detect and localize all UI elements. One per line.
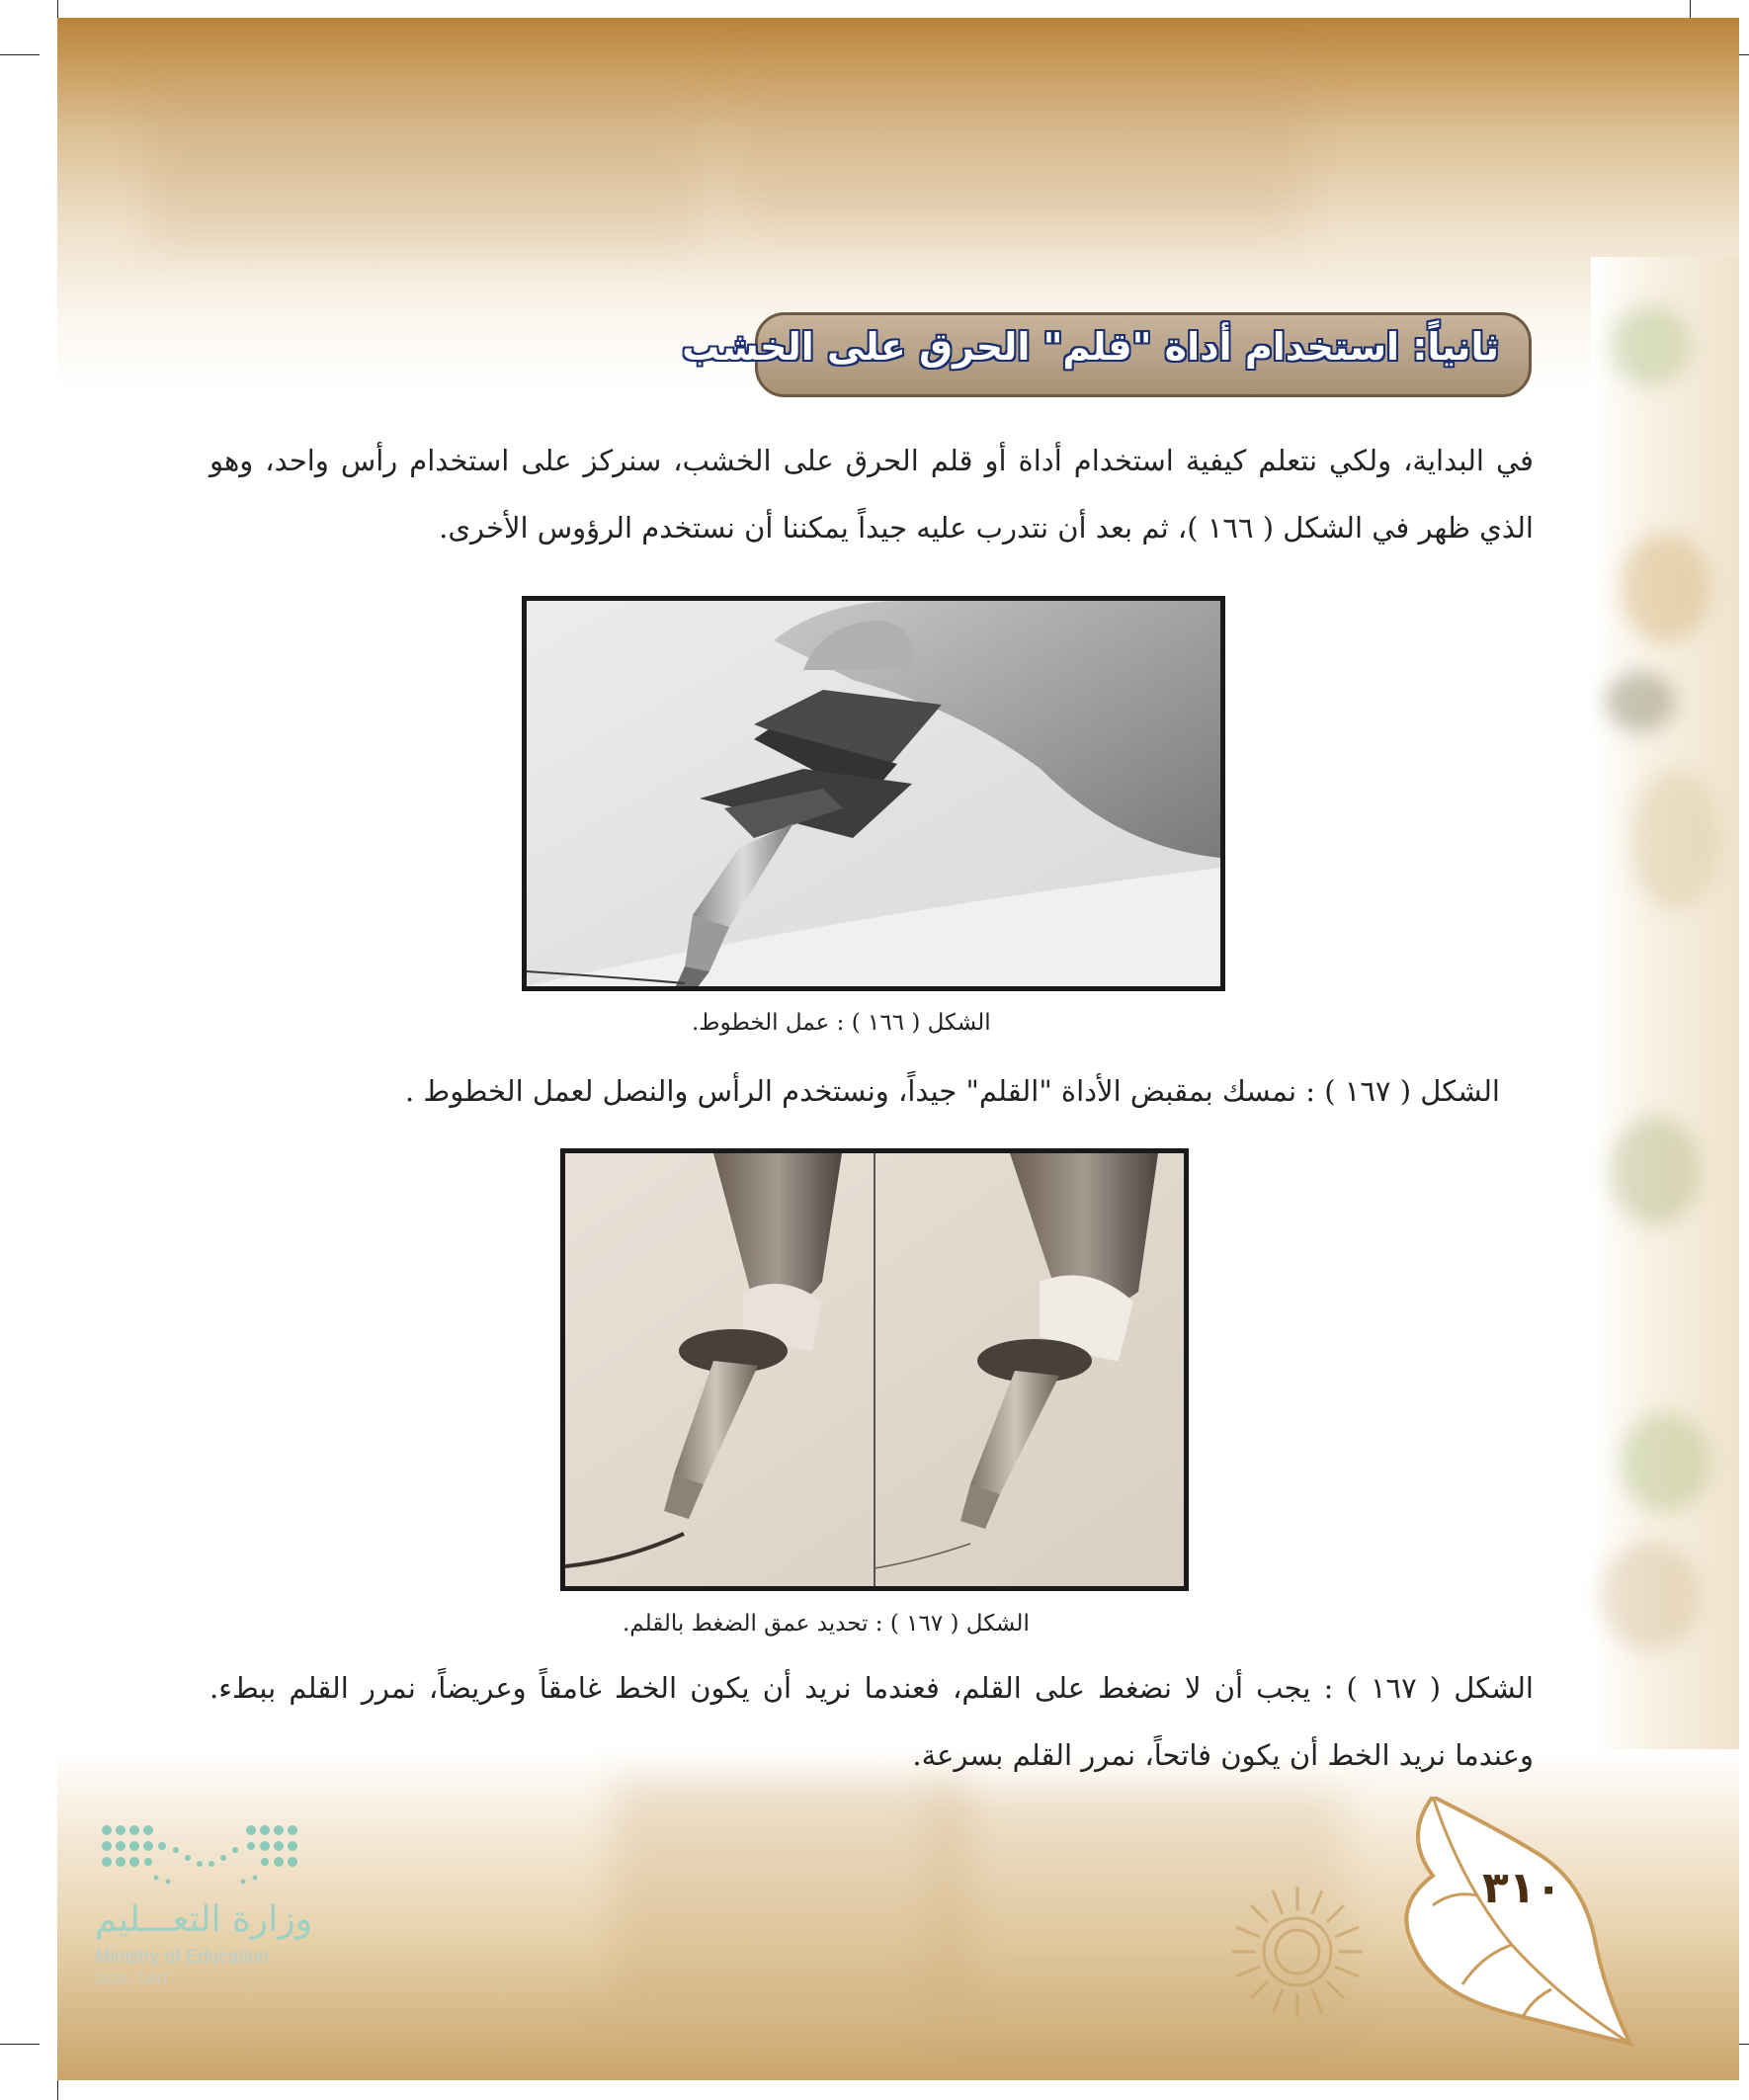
right-blur-decoration bbox=[1621, 1413, 1709, 1512]
dots-logo-icon bbox=[97, 1820, 314, 1890]
crop-mark bbox=[57, 0, 58, 20]
top-blur-decoration bbox=[148, 89, 702, 247]
section-header bbox=[682, 312, 1532, 397]
right-blur-decoration bbox=[1611, 1117, 1700, 1225]
intro-paragraph: في البداية، ولكي نتعلم كيفية استخدام أداة أو قلم الحرق على الخشب، سنركز على استخدام رأس واحد، وهو الذي ظهر في الشكل ( ١٦٦ )، ثم بعد أن نتدرب عليه جيداً يمكننا أن نستخدم الرؤوس الأخرى. bbox=[209, 444, 1534, 545]
figure-167-description: الشكل ( ١٦٧ ) : نمسك بمقبض الأداة "القلم" جيداً، ونستخدم الرأس والنصل لعمل الخطوط . bbox=[405, 1074, 1500, 1108]
ministry-name-english: Ministry of Education bbox=[95, 1947, 270, 1968]
crop-mark bbox=[1690, 0, 1691, 20]
pressure-paragraph: الشكل ( ١٦٧ ) : يجب أن لا نضغط على القلم، فعندما نريد أن يكون الخط غامقاً وعريضاً، نمرر القلم ببطء. وعندما نريد الخط أن يكون فاتحاً، نمرر القلم بسرعة. bbox=[209, 1671, 1534, 1772]
crop-mark bbox=[57, 2080, 58, 2100]
bottom-blur-decoration bbox=[613, 1779, 968, 2006]
right-blur-decoration bbox=[1611, 306, 1690, 385]
right-blur-decoration bbox=[1606, 672, 1675, 731]
sun-ornament-icon bbox=[1228, 1883, 1367, 2021]
right-blur-decoration bbox=[1630, 771, 1719, 909]
top-blur-decoration bbox=[731, 69, 1304, 237]
right-decorative-strip bbox=[1591, 257, 1739, 1759]
ministry-logo bbox=[87, 1820, 324, 1988]
ministry-year: 2023 - 1447 bbox=[95, 1971, 169, 1986]
leaf-ornament-icon bbox=[1393, 1797, 1640, 2054]
right-blur-decoration bbox=[1601, 1542, 1700, 1650]
figure-166-photo bbox=[522, 596, 1225, 991]
ministry-name-arabic: وزارة التعـــليم bbox=[95, 1899, 313, 1940]
crop-mark bbox=[0, 2044, 40, 2045]
figure-167-caption: الشكل ( ١٦٧ ) : تحديد عمق الضغط بالقلم. bbox=[623, 1611, 1030, 1637]
page-number: ٣١٠ bbox=[1482, 1863, 1562, 1913]
right-blur-decoration bbox=[1621, 534, 1709, 642]
figure-166-caption: الشكل ( ١٦٦ ) : عمل الخطوط. bbox=[692, 1010, 991, 1036]
section-title: ثانياً: استخدام أداة "قلم" الحرق على الخشب bbox=[682, 325, 1499, 369]
figure-167-photo bbox=[560, 1148, 1189, 1591]
crop-mark bbox=[0, 54, 40, 55]
